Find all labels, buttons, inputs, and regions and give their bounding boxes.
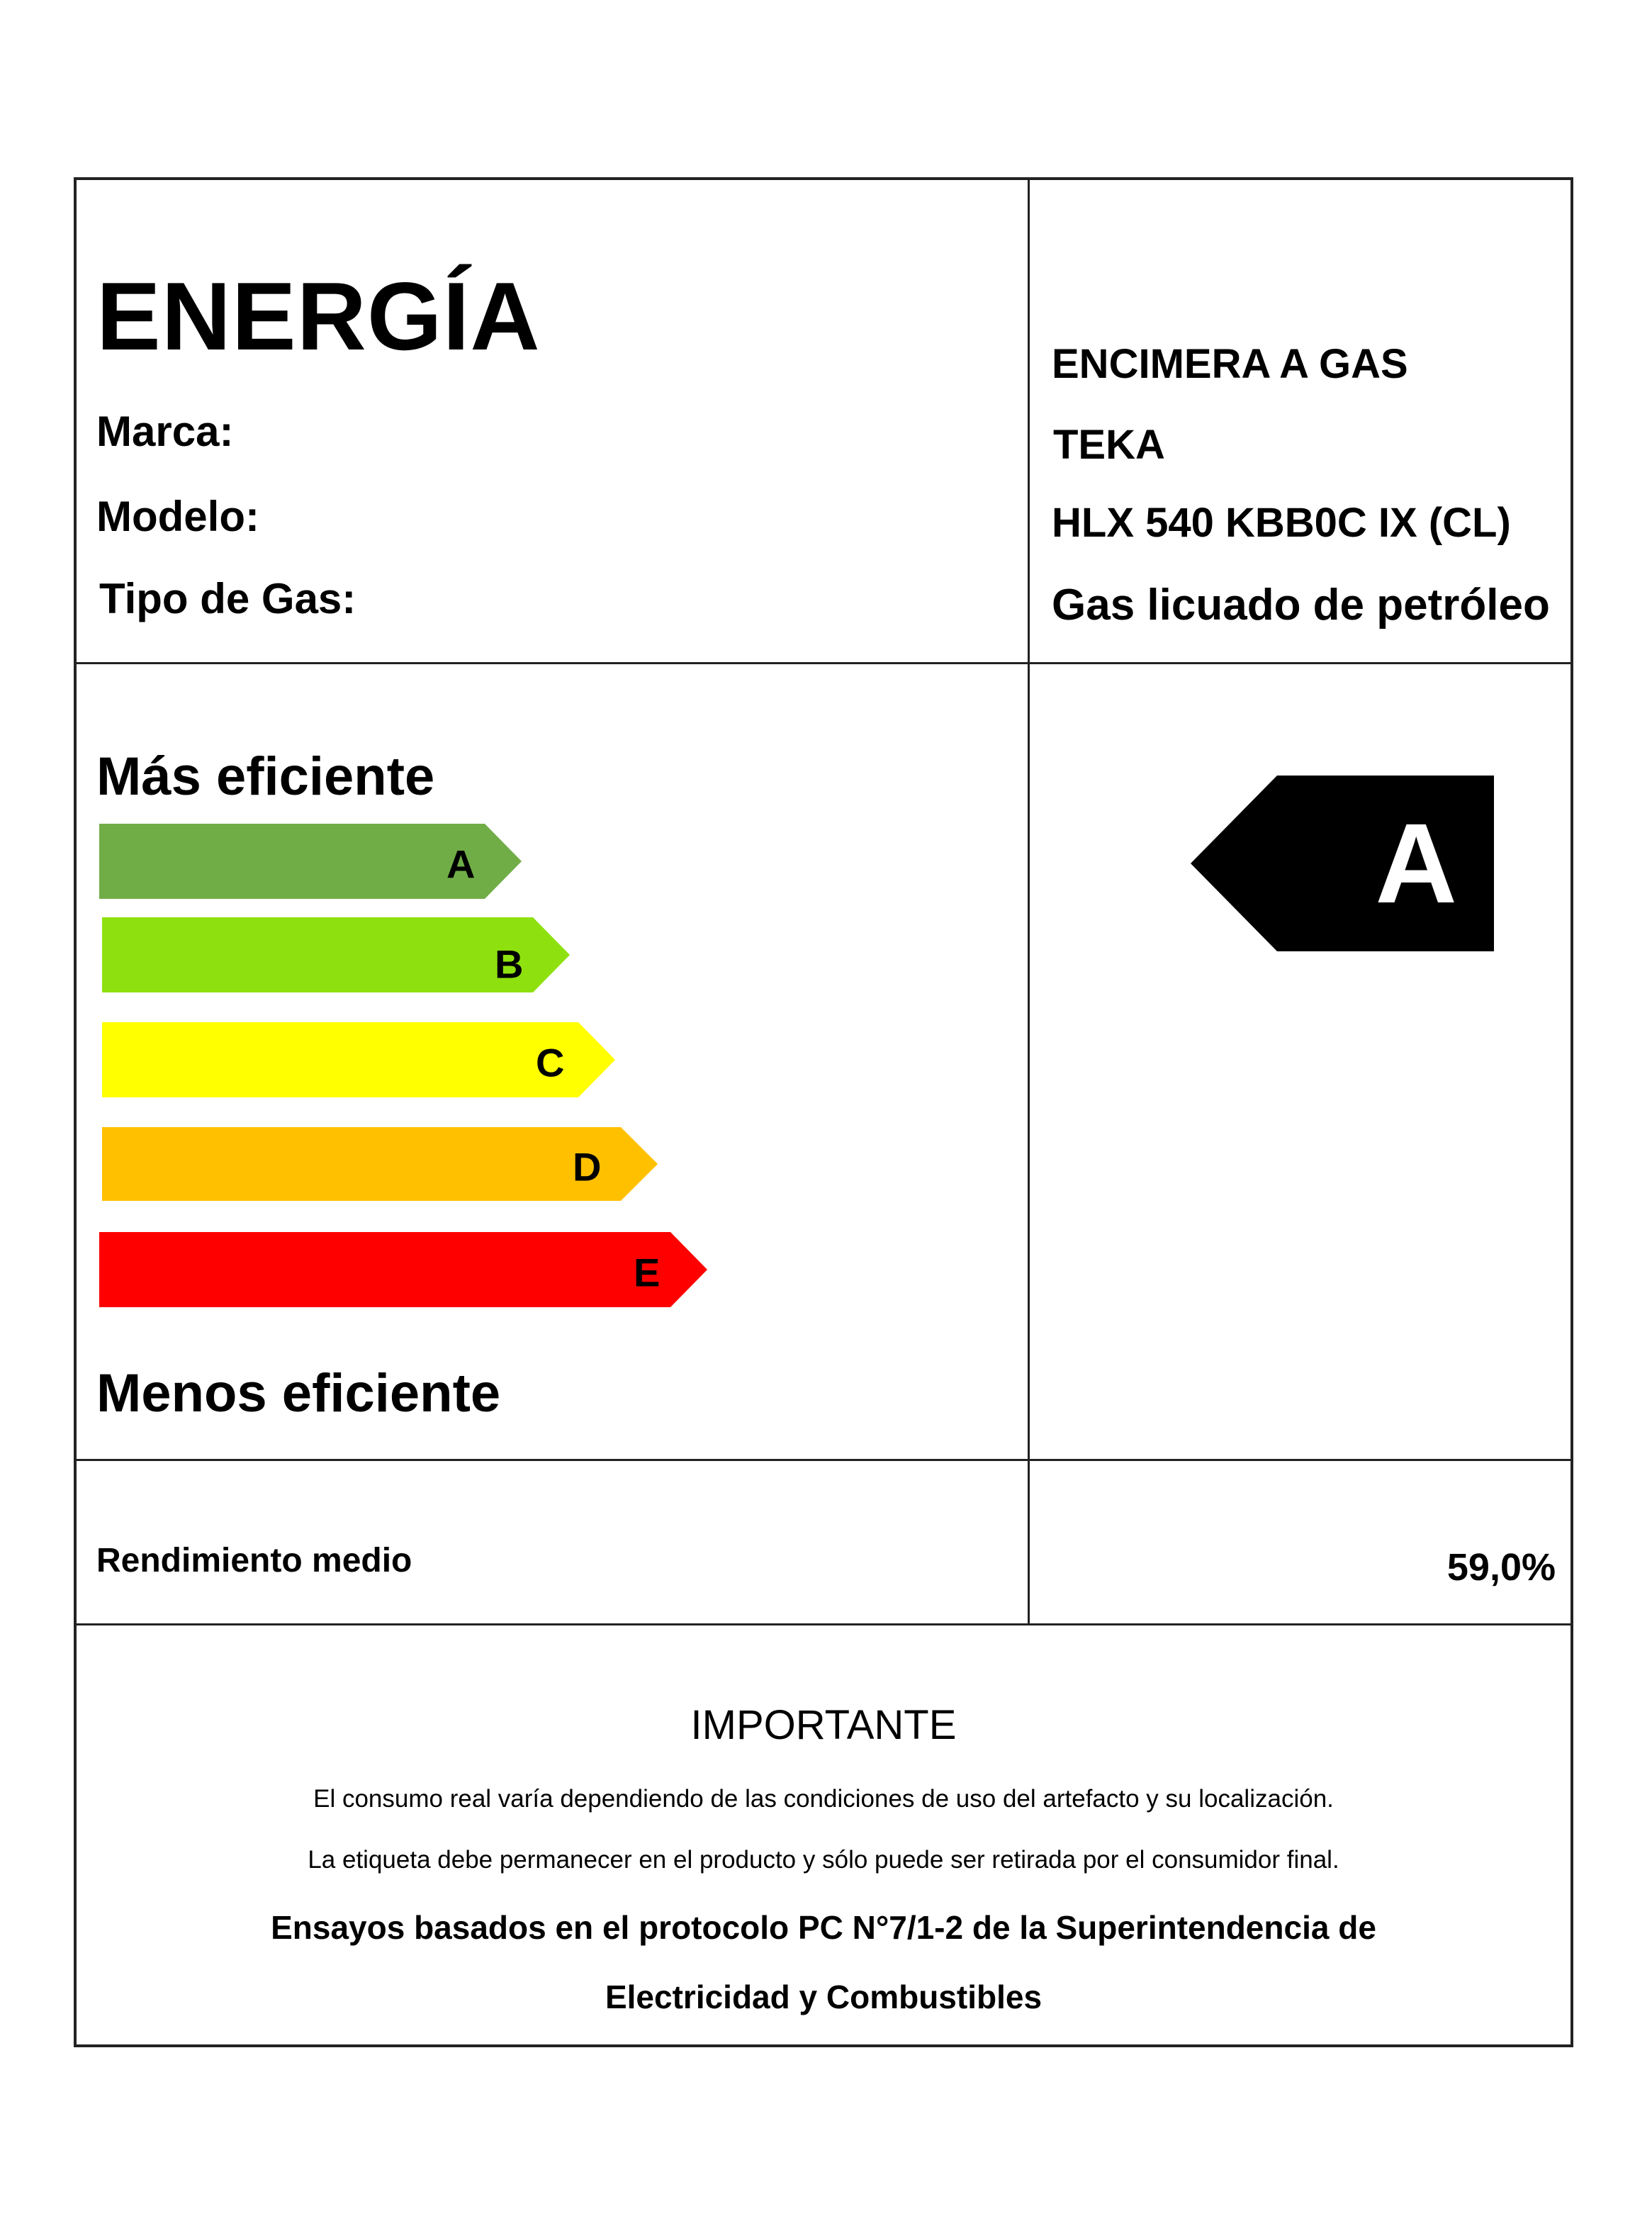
gas-type-field-label: Tipo de Gas: (99, 575, 356, 622)
product-type: ENCIMERA A GAS (1052, 341, 1408, 387)
energy-class-bar-d (102, 1127, 658, 1201)
row-divider-scale (74, 1459, 1573, 1461)
notice-heading: IMPORTANTE (690, 1702, 957, 1748)
model-value: HLX 540 KBB0C IX (CL) (1052, 500, 1511, 546)
arrow-shape-icon (99, 1232, 707, 1307)
notice-line-protocol: Ensayos basados en el protocolo PC N°7/1-2 de la Superintendencia de (271, 1909, 1376, 1946)
notice-line-authority: Electricidad y Combustibles (605, 1979, 1043, 2015)
energy-class-letter: B (495, 941, 524, 987)
brand-field-label: Marca: (96, 408, 234, 455)
energy-class-bar-a (99, 824, 522, 899)
column-divider-performance (1028, 1460, 1030, 1625)
brand-value: TEKA (1053, 422, 1165, 468)
energy-class-letter: E (634, 1250, 661, 1295)
energy-class-letter: A (446, 841, 476, 887)
energy-class-bar-e (99, 1232, 707, 1307)
gas-type-value: Gas licuado de petróleo (1052, 581, 1550, 629)
least-efficient-label: Menos eficiente (96, 1363, 501, 1423)
column-divider-top (1028, 177, 1030, 1460)
row-divider-header (74, 662, 1573, 664)
row-divider-performance (74, 1623, 1573, 1625)
energy-class-bar-b (102, 917, 570, 992)
energy-rating-indicator (1191, 776, 1494, 951)
notice-line-label-removal: La etiqueta debe permanecer en el producto y sólo puede ser retirada por el consumidor final. (308, 1846, 1339, 1874)
energy-rating-letter: A (1375, 800, 1457, 927)
energy-class-letter: D (573, 1144, 602, 1190)
notice-line-consumption: El consumo real varía dependiendo de las condiciones de uso del artefacto y su localización. (313, 1785, 1334, 1813)
model-field-label: Modelo: (96, 493, 259, 540)
energy-class-letter: C (536, 1040, 565, 1085)
performance-value: 59,0% (1446, 1546, 1556, 1589)
energy-label-frame (74, 177, 1573, 2047)
performance-label: Rendimiento medio (96, 1542, 412, 1579)
label-title: ENERGÍA (96, 262, 541, 370)
most-efficient-label: Más eficiente (96, 746, 435, 807)
energy-class-bar-c (102, 1022, 615, 1097)
